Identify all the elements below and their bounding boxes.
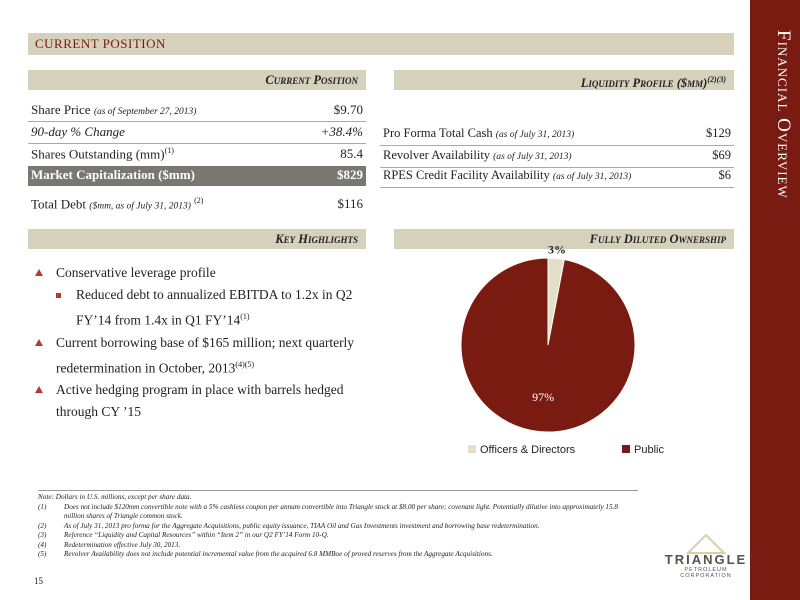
legend-swatch-2 [622,445,630,453]
company-logo [664,552,748,579]
footnote-1-text: Does not include $120mm convertible note with a 5% cashless coupon per annum convertible into Triangle stock at $8.00 per share; covenant light. Potentially dilutive into approximately 15.8 million shares of Triangle common stock. [64,502,619,520]
footnote-1-num: (1) [38,502,47,511]
bullet-debt-text: Reduced debt to annualized EBITDA to 1.2x in Q2 FY’14 from 1.4x in Q1 FY’14 [76,287,353,328]
legend-label-1: Officers & Directors [480,444,576,456]
revolver-note: (as of July 31, 2013) [493,152,572,162]
rpes-label [383,168,631,183]
highlights-list [32,262,362,423]
shares-label [31,146,174,162]
total-debt-note: ($mm, as of July 31, 2013) [89,201,191,212]
footnote-3 [38,531,638,541]
total-debt-label-text: Total Debt [31,196,87,212]
bullet-borrowing-base [32,332,362,380]
cash-label-text: Pro Forma Total Cash [383,126,493,140]
revolver-label [383,148,572,163]
rpes-label-text: RPES Credit Facility Availability [383,168,550,182]
footnote-2-num: (2) [38,521,47,530]
current-position-header-text: Current Position [265,73,358,87]
footnote-2 [38,522,638,532]
bullet-debt-sup: (1) [240,312,250,321]
liquidity-header-text: Liquidity Profile ($mm) [580,76,708,91]
rpes-note: (as of July 31, 2013) [552,172,632,182]
share-price-value: $9.70 [333,102,363,117]
ownership-header-text: Fully Diluted Ownership [589,232,726,246]
footnote-intro: Note: Dollars in U.S. millions, except per share data. [38,493,192,501]
change-value: +38.4% [320,124,363,139]
share-price-label [31,102,196,118]
section-title-bar [28,33,734,55]
footnote-5-num: (5) [38,550,47,558]
share-price-note: (as of September 27, 2013) [93,107,197,117]
row-total-debt [28,196,366,216]
total-debt-value: $116 [337,196,363,211]
cash-note: (as of July 31, 2013) [495,130,575,140]
legend-swatch-1 [468,445,476,453]
footnote-4 [38,541,638,551]
bullet-debt-reduction [32,284,362,332]
logo-sub: PETROLEUM CORPORATION [680,567,732,579]
key-highlights-header [28,229,366,249]
row-revolver [380,148,734,168]
pie-slice-public [461,258,635,432]
legend-label-2: Public [634,444,664,456]
bullet-leverage [32,262,362,284]
market-cap-value: $829 [337,167,363,182]
pie-label-2: 97% [532,389,555,404]
side-bar [750,0,800,600]
row-90day-change [28,124,366,144]
shares-value: 85.4 [340,146,363,161]
row-rpes [380,168,734,188]
footnotes [38,490,638,560]
bullet-hedging [32,379,362,423]
market-cap-label: Market Capitalization ($mm) [31,167,195,182]
footnote-1 [38,503,638,522]
current-position-header [28,70,366,90]
page-number: 15 [34,576,43,586]
side-title: Financial Overview [773,30,794,199]
shares-label-text: Shares Outstanding (mm) [31,146,165,162]
bullet-borrowing-text: Current borrowing base of $165 million; next quarterly redetermination in October, 2013 [56,334,355,375]
row-pro-forma-cash [380,126,734,146]
bullet-hedging-text: Active hedging program in place with barrels hedged through CY ’15 [56,382,344,419]
rpes-value: $6 [718,168,731,182]
footnote-2-text: As of July 31, 2013 pro forma for the Aggregate Acquisitions, public equity issuance, TIAA Oil and Gas Investments investment and borrowing base redetermination. [64,521,540,530]
revolver-value: $69 [712,148,731,162]
liquidity-header [394,70,734,90]
change-label: 90-day % Change [31,124,125,139]
footnote-5-text: Revolver Availability does not include potential incremental value from the acquired 6.8 MMBoe of proved reserves from the Aggregate Acquisitions. [64,550,493,558]
shares-sup: (1) [164,146,174,155]
cash-value: $129 [706,126,731,140]
bullet-borrowing-sup: (4)(5) [235,359,255,369]
footnote-3-text: Reference “Liquidity and Capital Resources” within “Item 2” in our Q2 FY’14 Form 10-Q. [64,531,329,539]
row-shares-outstanding [28,146,366,166]
bullet-leverage-text: Conservative leverage profile [56,265,216,280]
section-title: CURRENT POSITION [35,36,166,51]
footnote-4-text: Redetermination effective July 30, 2013. [64,540,181,549]
cash-label [383,126,574,141]
ownership-pie-chart [380,242,740,470]
revolver-label-text: Revolver Availability [383,148,491,162]
triangle-logo-icon [686,534,726,554]
liquidity-header-sup: (2)(3) [707,75,726,84]
total-debt-label [31,196,203,212]
footnote-5 [38,550,638,560]
footnote-4-num: (4) [38,540,47,549]
total-debt-sup: (2) [194,196,204,205]
footnote-3-num: (3) [38,531,47,539]
share-price-label-text: Share Price [31,102,91,117]
pie-label-1: 3% [548,242,567,257]
row-share-price [28,102,366,122]
logo-name: TRIANGLE [664,552,748,567]
key-highlights-header-text: Key Highlights [275,232,358,246]
row-market-cap [28,166,366,186]
